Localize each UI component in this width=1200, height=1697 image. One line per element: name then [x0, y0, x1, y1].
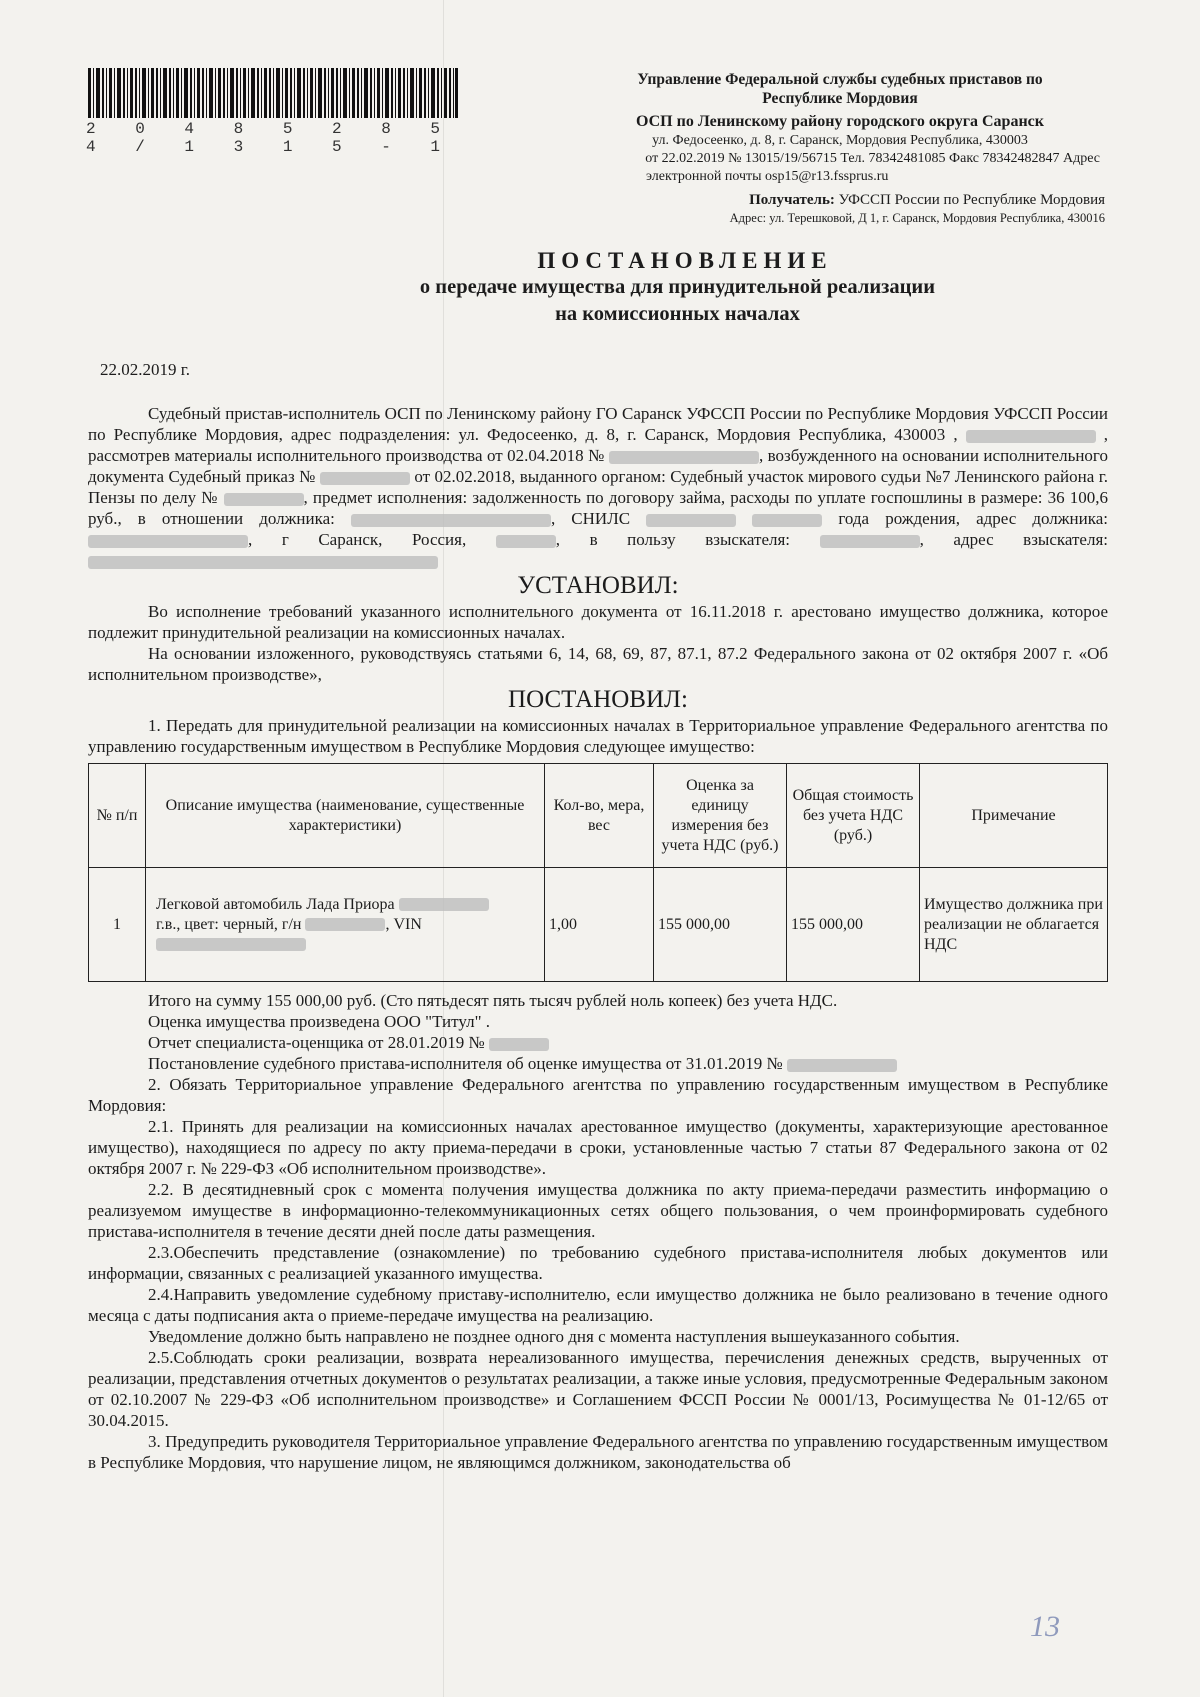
title-word: ПОСТАНОВЛЕНИЕ	[537, 248, 833, 273]
resolved-p21: 2.1. Принять для реализации на комиссионных началах арестованное имущество (документы, характеризующие арестованное имущество), находящиеся по адресу по акту приема-передачи в сроки, установленные частью 7 статьи 87 Федерального закона от 02 октября 2007 г. № 229-ФЗ «Об исполнительном производстве».	[88, 1117, 1108, 1178]
resolved-p1: 1. Передать для принудительной реализации на комиссионных началах в Территориальное управление Федерального агентства по управлению государственным имуществом в Республике Мордовия следующее имущество:	[88, 716, 1108, 756]
recipient-name: УФССП России по Республике Мордовия	[834, 192, 1105, 208]
redacted-creditor	[820, 535, 920, 548]
section-resolved: ПОСТАНОВИЛ:	[508, 686, 688, 713]
redacted-debtor	[351, 514, 551, 527]
redacted-name	[966, 430, 1096, 443]
report-line	[88, 1032, 1108, 1053]
section-established: УСТАНОВИЛ:	[517, 572, 679, 599]
registration-line: от 22.02.2019 № 13015/19/56715 Тел. 78342481085 Факс 78342482847 Адрес	[645, 151, 1100, 166]
row-num: 1	[89, 868, 146, 982]
intro-paragraph	[88, 403, 1108, 571]
row-qty: 1,00	[545, 868, 654, 982]
col-note: Примечание	[920, 764, 1108, 868]
row-note: Имущество должника при реализации не облагается НДС	[920, 868, 1108, 982]
established-p1: Во исполнение требований указанного исполнительного документа от 16.11.2018 г. арестовано имущество должника, которое подлежит принудительной реализации на комиссионных началах.	[88, 602, 1108, 642]
recipient-label: Получатель:	[749, 192, 835, 208]
document-title	[0, 248, 1200, 328]
recipient-block	[585, 191, 1105, 226]
established-p2: На основании изложенного, руководствуясь статьями 6, 14, 68, 69, 87, 87.1, 87.2 Федерального закона от 02 октября 2007 г. «Об исполнительном производстве»,	[88, 644, 1108, 684]
row-desc	[146, 868, 545, 982]
property-table-header	[89, 764, 1108, 868]
department-address: ул. Федосеенко, д. 8, г. Саранск, Мордовия Республика, 430003	[652, 133, 1028, 148]
col-total: Общая стоимость без учета НДС (руб.)	[787, 764, 920, 868]
intro-text-b: , рассмотрев материалы исполнительного производства от 02.04.2018 №	[88, 425, 1108, 465]
handwritten-page-number: 13	[1030, 1610, 1060, 1643]
intro-text-i: , в пользу взыскателя:	[555, 530, 791, 549]
resolution-text: Постановление судебного пристава-исполнителя об оценке имущества от 31.01.2019 №	[148, 1054, 783, 1073]
after-table-block	[88, 990, 1108, 1473]
intro-text-f: , СНИЛС	[550, 509, 631, 528]
total-line: Итого на сумму 155 000,00 руб. (Сто пятьдесят пять тысяч рублей ноль копеек) без учета НДС.	[148, 991, 838, 1010]
org-name-line1: Управление Федеральной службы судебных приставов по	[637, 71, 1043, 88]
col-qty: Кол-во, мера, вес	[545, 764, 654, 868]
redacted-birthdate	[752, 514, 822, 527]
row-unit-price: 155 000,00	[654, 868, 787, 982]
resolved-p24: 2.4.Направить уведомление судебному приставу-исполнителю, если имущество должника не было реализовано в течение одного месяца с даты подписания акта о приеме-передаче имущества на реализацию.	[88, 1285, 1108, 1325]
resolved-p24b: Уведомление должно быть направлено не позднее одного дня с момента наступления вышеуказанного события.	[148, 1327, 960, 1346]
table-row	[89, 868, 1108, 982]
intro-text-g: года рождения, адрес должника:	[838, 509, 1108, 528]
document-body	[88, 403, 1108, 1473]
intro-text-j: , адрес взыскателя:	[919, 530, 1108, 549]
row-total: 155 000,00	[787, 868, 920, 982]
resolved-p22: 2.2. В десятидневный срок с момента получения имущества должника по акту приема-передачи разместить информацию о реализуемом имуществе в информационно-телекоммуникационных сетях общего пользования, о чем проинформировать судебного пристава-исполнителя в течение десяти дней после даты размещения.	[88, 1180, 1108, 1241]
redacted-court-case	[224, 493, 304, 506]
intro-text-h: , г Саранск, Россия,	[248, 530, 467, 549]
property-table	[88, 763, 1108, 982]
col-num: № п/п	[89, 764, 146, 868]
redacted-debtor-address	[88, 535, 248, 548]
resolution-line	[88, 1053, 1108, 1074]
intro-text-d: от 02.02.2018, выданного органом: Судебный участок мирового судьи №7 Ленинского района г. Пензы по делу №	[88, 467, 1109, 507]
title-line2: на комиссионных началах	[555, 303, 800, 325]
valuation-line: Оценка имущества произведена ООО "Титул" .	[148, 1012, 491, 1031]
report-text: Отчет специалиста-оценщика от 28.01.2019 №	[148, 1033, 485, 1052]
redacted-report-number	[489, 1038, 549, 1051]
department-name: ОСП по Ленинскому району городского округа Саранск	[635, 113, 1044, 130]
resolved-p3: 3. Предупредить руководителя Территориальное управление Федерального агентства по управлению государственным имуществом в Республике Мордовия, что нарушение лицом, не являющимся должником, законодательства об	[88, 1432, 1108, 1472]
redacted-plate	[305, 918, 385, 931]
redacted-year	[399, 898, 489, 911]
org-name-line2: Республике Мордовия	[762, 90, 918, 107]
resolved-p25: 2.5.Соблюдать сроки реализации, возврата нереализованного имущества, перечисления денежных средств, вырученных от реализации, представления отчетных документов о результатах реализации, а также иные условия, предусмотренные Федеральным законом от 02.10.2007 № 229-ФЗ «Об исполнительном производстве» и Соглашением ФССП России № 0001/13, Росимущества № 01-12/65 от 30.04.2015.	[88, 1348, 1108, 1430]
row-desc-a: Легковой автомобиль Лада Приора	[156, 895, 395, 913]
redacted-order-number	[320, 472, 410, 485]
col-desc: Описание имущества (наименование, существенные характеристики)	[146, 764, 545, 868]
resolved-p23: 2.3.Обеспечить представление (ознакомление) по требованию судебного пристава-исполнителя любых документов или информации, связанных с реализацией указанного имущества.	[88, 1243, 1108, 1283]
redacted-snils	[646, 514, 736, 527]
intro-text-e: , предмет исполнения: задолженность по договору займа, расходы по уплате госпошлины в размере: 36 100,6 руб., в отношении должника:	[88, 488, 1109, 528]
title-line1: о передаче имущества для принудительной реализации	[419, 276, 936, 298]
intro-text-a: Судебный пристав-исполнитель ОСП по Ленинскому району ГО Саранск УФССП России по Республике Мордовия УФССП России по Республике Мордовия, адрес подразделения: ул. Федосеенко, д. 8, г. Саранск, Мордовия Республика, 430003 ,	[88, 404, 1108, 444]
barcode-number: 2 0 4 8 5 2 8 5 4 / 1 3 1 5 - 1	[86, 120, 456, 156]
redacted-postcode	[496, 535, 556, 548]
barcode	[88, 68, 458, 118]
redacted-case-number	[609, 451, 759, 464]
resolved-p2: 2. Обязать Территориальное управление Федерального агентства по управлению государственным имуществом в Республике Мордовия:	[88, 1075, 1108, 1115]
redacted-resolution-number	[787, 1059, 897, 1072]
col-unit-price: Оценка за единицу измерения без учета НДС (руб.)	[654, 764, 787, 868]
issuer-header	[580, 70, 1100, 186]
row-desc-b: г.в., цвет: черный, г/н	[156, 915, 302, 933]
redacted-vin	[156, 938, 306, 951]
email-line: электронной почты osp15@r13.fssprus.ru	[646, 169, 889, 184]
intro-text-c: , возбужденного на основании исполнительного документа Судебный приказ №	[88, 446, 1108, 486]
recipient-address: Адрес: ул. Терешковой, Д 1, г. Саранск, Мордовия Республика, 430016	[729, 211, 1105, 225]
document-date: 22.02.2019 г.	[100, 360, 191, 379]
row-desc-c: , VIN	[385, 915, 422, 933]
redacted-creditor-address	[88, 556, 438, 569]
